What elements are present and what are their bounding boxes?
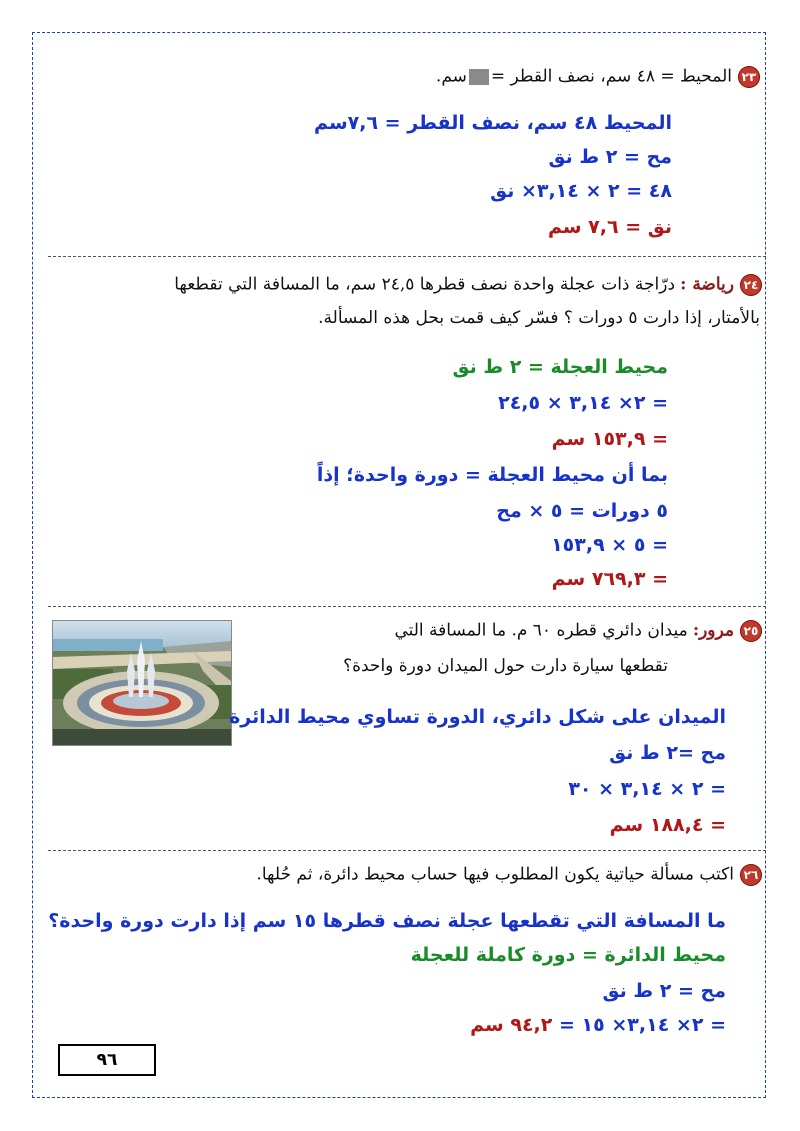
question-text-line2: تقطعها سيارة دارت حول الميدان دورة واحدة؟ xyxy=(343,656,668,676)
answer-result: = ١٥٣,٩ سم xyxy=(551,428,668,450)
question-23 xyxy=(436,66,760,88)
section-divider xyxy=(48,850,766,851)
answer-line: ٤٨ = ٢ × ٣,١٤× نق xyxy=(490,180,672,202)
answer-calc-result: ٩٤,٢ سم xyxy=(470,1014,559,1036)
answer-line: مح =٢ ط نق xyxy=(609,742,726,764)
answer-heading: محيط العجلة = ٢ ط نق xyxy=(452,356,668,378)
question-text-end: سم. xyxy=(435,66,467,87)
answer-calc-part: = ٢× ٣,١٤× ١٥ = xyxy=(558,1014,726,1036)
answer-result: نق = ٧,٦ سم xyxy=(547,216,672,238)
answer-heading: محيط الدائرة = دورة كاملة للعجلة xyxy=(410,944,726,966)
section-divider xyxy=(48,256,766,257)
question-number-badge: ٢٥ xyxy=(740,620,762,642)
question-label: رياضة : xyxy=(680,274,734,295)
answer-result: = ٧٦٩,٣ سم xyxy=(551,568,668,590)
question-24 xyxy=(174,274,762,296)
question-text: المحيط = ٤٨ سم، نصف القطر = xyxy=(490,66,732,87)
question-label: مرور: xyxy=(692,620,734,641)
answer-result: = ١٨٨,٤ سم xyxy=(609,814,726,836)
page-number: ٩٦ xyxy=(58,1044,156,1076)
question-text-line2: بالأمتار، إذا دارت ٥ دورات ؟ فسّر كيف قمت بحل هذه المسألة. xyxy=(318,308,760,328)
answer-line: ٥ دورات = ٥ × مح xyxy=(496,500,668,522)
question-number-badge: ٢٣ xyxy=(738,66,760,88)
answer-result xyxy=(470,1014,726,1036)
question-26 xyxy=(256,864,762,886)
question-text: درّاجة ذات عجلة واحدة نصف قطرها ٢٤,٥ سم، ما المسافة التي تقطعها xyxy=(174,274,676,295)
question-number-badge: ٢٤ xyxy=(740,274,762,296)
roundabout-photo xyxy=(52,620,232,746)
answer-line: بما أن محيط العجلة = دورة واحدة؛ إذاً xyxy=(316,464,668,486)
question-text: ميدان دائري قطره ٦٠ م. ما المسافة التي xyxy=(394,620,688,641)
blank-box xyxy=(469,69,489,85)
answer-question: ما المسافة التي تقطعها عجلة نصف قطرها ١٥ سم إذا دارت دورة واحدة؟ xyxy=(48,910,726,932)
answer-line: = ٢ × ٣,١٤ × ٣٠ xyxy=(568,778,726,800)
section-divider xyxy=(48,606,766,607)
question-25 xyxy=(394,620,762,642)
question-text: اكتب مسألة حياتية يكون المطلوب فيها حساب محيط دائرة، ثم حُلها. xyxy=(256,864,734,885)
question-number-badge: ٢٦ xyxy=(740,864,762,886)
answer-line: = ٥ × ١٥٣,٩ xyxy=(551,534,668,556)
answer-line: الميدان على شكل دائري، الدورة تساوي محيط الدائرة xyxy=(229,706,726,728)
answer-line: المحيط ٤٨ سم، نصف القطر = ٧,٦سم xyxy=(314,112,672,134)
answer-line: = ٢× ٣,١٤ × ٢٤,٥ xyxy=(498,392,668,414)
answer-line: مح = ٢ ط نق xyxy=(602,980,726,1002)
answer-line: مح = ٢ ط نق xyxy=(548,146,672,168)
answer-calc xyxy=(470,1014,726,1036)
